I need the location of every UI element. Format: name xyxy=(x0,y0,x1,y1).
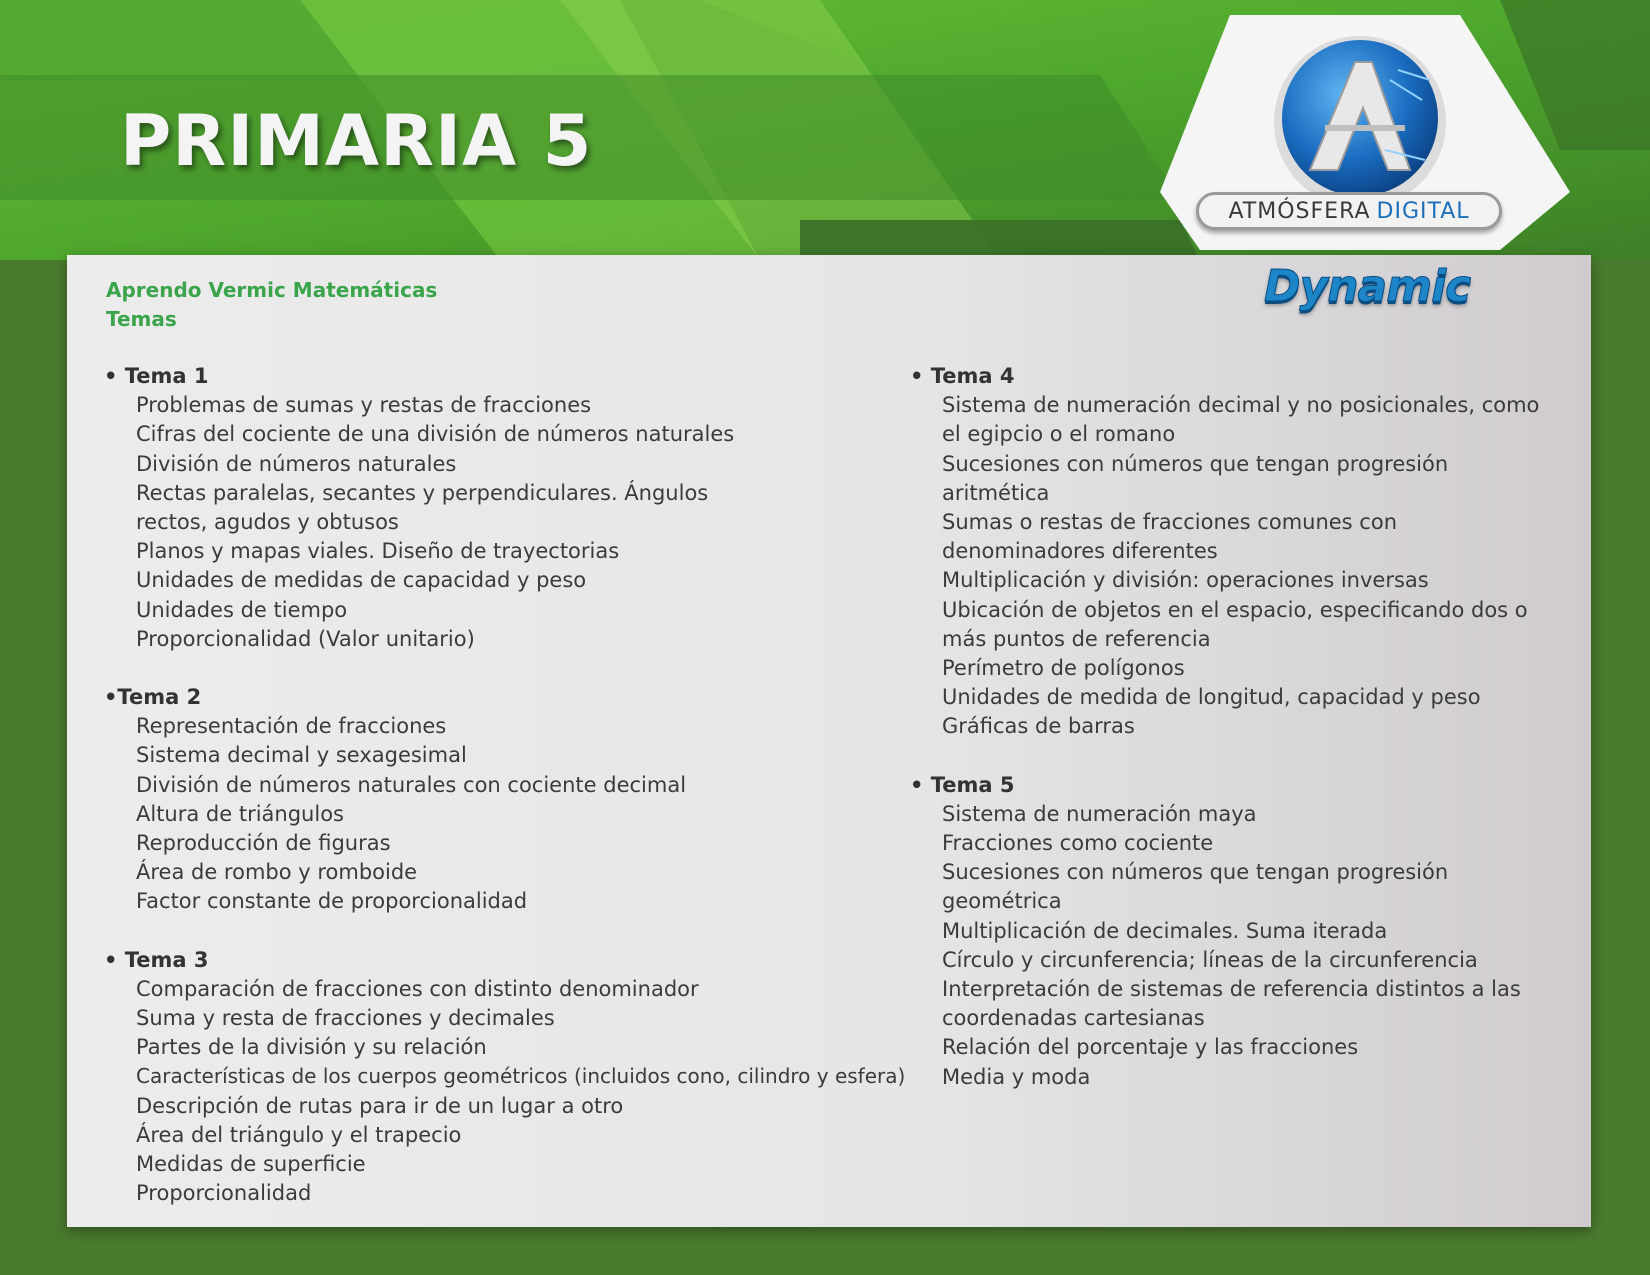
tema-block xyxy=(104,683,924,917)
topic-item: Perímetro de polígonos xyxy=(942,656,1185,681)
section-title: Temas xyxy=(106,307,177,331)
tema-topic-list xyxy=(104,975,924,1209)
topic-item: Media y moda xyxy=(942,1064,1091,1089)
topic-item: Partes de la división y su relación xyxy=(136,1035,487,1060)
topic-item: Fracciones como cociente xyxy=(942,831,1214,856)
tema-heading: • Tema 3 xyxy=(104,947,209,972)
tema-topic-list xyxy=(104,712,924,916)
tema-heading: • Tema 1 xyxy=(104,364,209,388)
dynamic-logo: Dynamic xyxy=(1264,261,1471,312)
tema-heading: • Tema 5 xyxy=(910,772,1015,797)
topic-item: Unidades de medidas de capacidad y peso xyxy=(136,568,587,593)
topic-item: Unidades de tiempo xyxy=(136,597,348,622)
panel-heading xyxy=(106,276,437,334)
topic-item: Unidades de medida de longitud, capacidad y peso xyxy=(942,685,1481,710)
tema-topic-list xyxy=(910,800,1560,1092)
tema-block xyxy=(104,362,924,654)
topic-item: Ubicación de objetos en el espacio, especificando dos o más puntos de referencia xyxy=(942,597,1528,651)
topic-item: Sucesiones con números que tengan progresión aritmética xyxy=(942,451,1449,505)
topic-item: Sistema de numeración maya xyxy=(942,801,1257,826)
topic-item: Reproducción de figuras xyxy=(136,831,391,856)
topic-item: Sumas o restas de fracciones comunes con denominadores diferentes xyxy=(942,510,1398,564)
tema-heading: • Tema 4 xyxy=(910,364,1015,388)
topic-item: Proporcionalidad (Valor unitario) xyxy=(136,626,475,651)
topic-item: Sucesiones con números que tengan progresión geométrica xyxy=(942,860,1449,914)
topic-item: Problemas de sumas y restas de fracciones xyxy=(136,393,592,418)
topic-item: Multiplicación y división: operaciones inversas xyxy=(942,568,1429,593)
topic-item: Descripción de rutas para ir de un lugar a otro xyxy=(136,1093,624,1118)
topic-item: Multiplicación de decimales. Suma iterada xyxy=(942,918,1388,943)
topic-item: Suma y resta de fracciones y decimales xyxy=(136,1006,555,1031)
page-title: PRIMARIA 5 xyxy=(120,100,593,182)
topic-item: Relación del porcentaje y las fracciones xyxy=(942,1035,1359,1060)
topic-item: Interpretación de sistemas de referencia distintos a las coordenadas cartesianas xyxy=(942,977,1521,1031)
subject-title: Aprendo Vermic Matemáticas xyxy=(106,278,438,302)
tema-topic-list xyxy=(104,391,924,654)
topic-item: Área del triángulo y el trapecio xyxy=(136,1122,462,1147)
tema-topic-list xyxy=(910,391,1560,741)
topic-item: Planos y mapas viales. Diseño de trayectorias xyxy=(136,539,620,564)
tema-block xyxy=(910,362,1560,742)
topic-item: Altura de triángulos xyxy=(136,801,344,826)
topic-item: Proporcionalidad xyxy=(136,1181,312,1206)
topic-item: División de números naturales con cociente decimal xyxy=(136,772,687,797)
topic-item: Características de los cuerpos geométricos (incluidos cono, cilindro y esfera) xyxy=(136,1064,906,1089)
topic-item: Cifras del cociente de una división de números naturales xyxy=(136,422,735,447)
tema-block xyxy=(104,946,924,1209)
brand-name-badge xyxy=(1196,192,1502,230)
topic-item: Medidas de superficie xyxy=(136,1152,366,1177)
brand-name-part2: DIGITAL xyxy=(1376,198,1470,224)
topic-item: Comparación de fracciones con distinto denominador xyxy=(136,976,699,1001)
topic-item: Sistema decimal y sexagesimal xyxy=(136,743,467,768)
tema-block xyxy=(910,771,1560,1092)
topic-item: Área de rombo y romboide xyxy=(136,860,418,885)
topic-item: Representación de fracciones xyxy=(136,714,447,739)
topic-item: Gráficas de barras xyxy=(942,714,1135,739)
temas-right-column xyxy=(910,362,1560,1121)
temas-left-column xyxy=(104,362,924,1237)
brand-name-part1: ATMÓSFERA xyxy=(1228,198,1371,224)
topic-item: Círculo y circunferencia; líneas de la circunferencia xyxy=(942,947,1478,972)
topic-item: Rectas paralelas, secantes y perpendiculares. Ángulos rectos, agudos y obtusos xyxy=(136,480,709,535)
tema-heading: •Tema 2 xyxy=(104,685,202,710)
topic-item: División de números naturales xyxy=(136,451,457,476)
topic-item: Factor constante de proporcionalidad xyxy=(136,889,528,914)
topic-item: Sistema de numeración decimal y no posicionales, como el egipcio o el romano xyxy=(942,393,1540,447)
